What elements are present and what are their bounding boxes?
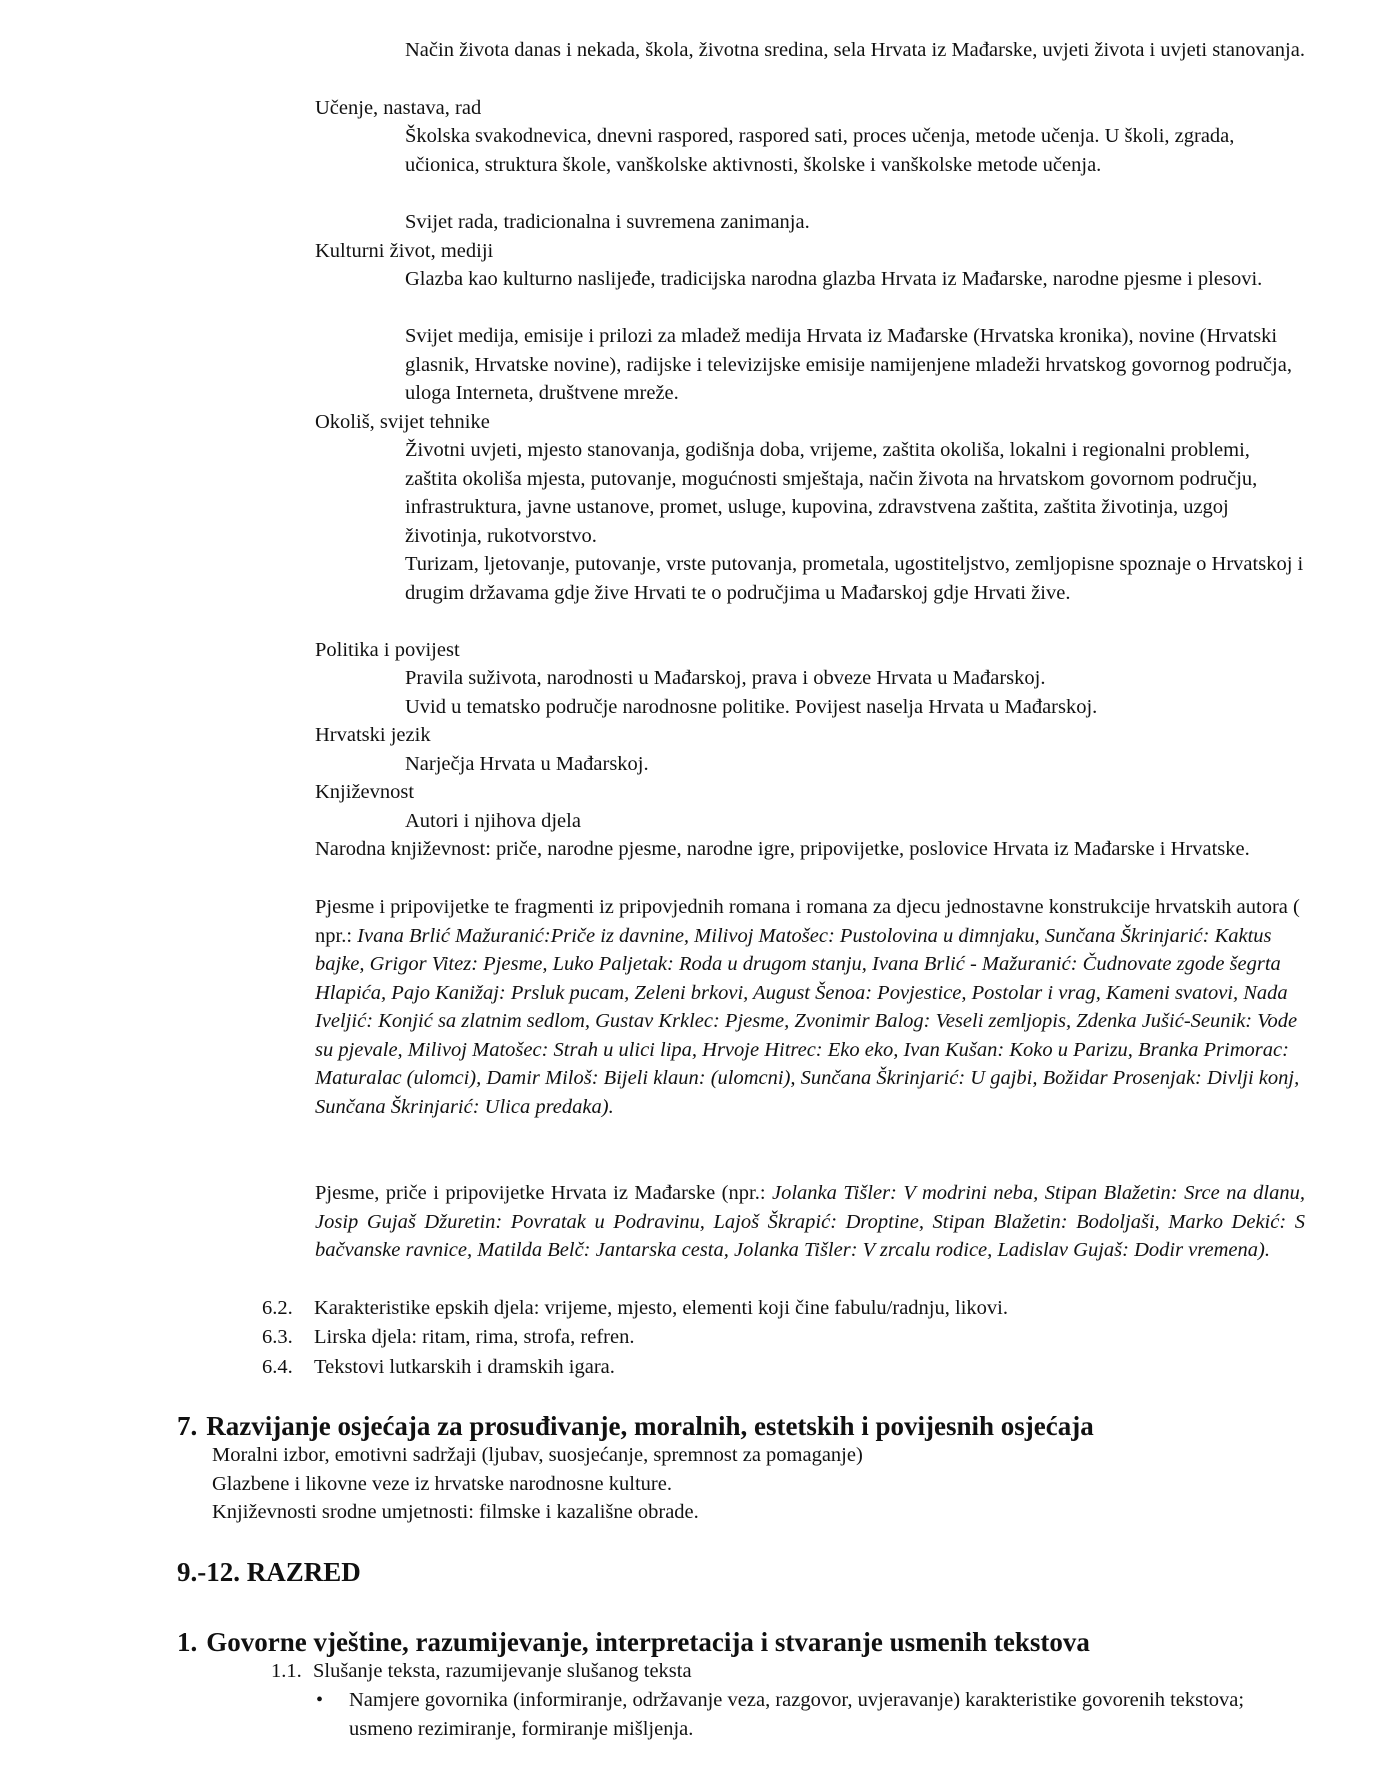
subsection-1-1 [271, 1657, 1271, 1686]
topic-detail-living-conditions: Životni uvjeti, mjesto stanovanja, godišnja doba, vrijeme, zaštita okoliša, lokalni i regionalni problemi, zaštita okoliša mjesta, putovanje, mogućnosti smještaja, način života na hrvatskom govornom području, infrastruktura, javne ustanove, promet, usluge, kupovina, zdravstvena zaštita, zaštita životinja, uzgoj životinja, rukotvorstvo. [405, 439, 1258, 547]
topic-detail-rules: Pravila suživota, narodnosti u Mađarskoj, prava i obveze Hrvata u Mađarskoj. [405, 667, 1046, 689]
topic-detail-living: Način života danas i nekada, škola, životna sredina, sela Hrvata iz Mađarske, uvjeti života i uvjeti stanovanja. [405, 39, 1305, 61]
item-text: Karakteristike epskih djela: vrijeme, mjesto, elementi koji čine fabulu/radnju, likovi. [314, 1297, 1008, 1319]
topic-detail-school: Školska svakodnevica, dnevni raspored, raspored sati, proces učenja, metode učenja. U školi, zgrada, učionica, struktura škole, vanškolske aktivnosti, školske i vanškolske metode učenja. [405, 125, 1235, 176]
item-number: 6.3. [262, 1326, 293, 1348]
item-text: Tekstovi lutkarskih i dramskih igara. [314, 1356, 615, 1378]
subsection-title: Slušanje teksta, razumijevanje slušanog teksta [313, 1660, 692, 1682]
topic-heading-language: Hrvatski jezik [315, 724, 431, 746]
topic-detail-tourism: Turizam, ljetovanje, putovanje, vrste putovanja, prometala, ugostiteljstvo, zemljopisne spoznaje o Hrvatskoj i drugim državama gdje žive Hrvati te o područjima u Mađarskoj gdje Hrvati žive. [405, 553, 1304, 604]
section-7-line-film: Književnosti srodne umjetnosti: filmske i kazališne obrade. [212, 1501, 699, 1523]
topic-detail-dialects: Narječja Hrvata u Mađarskoj. [405, 753, 649, 775]
item-number: 6.2. [262, 1297, 293, 1319]
topic-heading-culture: Kulturni život, mediji [315, 240, 494, 262]
item-number: 6.4. [262, 1356, 293, 1378]
section-7-line-music: Glazbene i likovne veze iz hrvatske narodnosne kulture. [212, 1473, 672, 1495]
topic-detail-media: Svijet medija, emisije i prilozi za mladež medija Hrvata iz Mađarske (Hrvatska kronika), novine (Hrvatski glasnik, Hrvatske novine), radijske i televizijske emisije namijenjene mladeži hrvatskog govornog područja, uloga Interneta, društvene mreže. [405, 325, 1292, 404]
section-title: Razvijanje osjećaja za prosuđivanje, moralnih, estetskih i povijesnih osjećaja [206, 1411, 1094, 1441]
section-title: Govorne vještine, razumijevanje, interpretacija i stvaranje usmenih tekstova [206, 1627, 1090, 1657]
topic-detail-policy: Uvid u tematsko područje narodnosne politike. Povijest naselja Hrvata u Mađarskoj. [405, 696, 1098, 718]
topic-heading-learning: Učenje, nastava, rad [315, 97, 482, 119]
hungarian-croats-works: Jolanka Tišler: V modrini neba, Stipan Blažetin: Srce na dlanu, Josip Gujaš Džuretin: Povratak u Podravinu, Lajoš Škrapić: Droptine, Stipan Blažetin: Bodoljaši, Marko Dekić: S bačvanske ravnice, Matilda Belč: Jantarska cesta, Jolanka Tišler: V zrcalu rodice, Ladislav Gujaš: Dodir vremena). [315, 1182, 1305, 1261]
section-number: 7. [177, 1411, 198, 1441]
topic-heading-politics: Politika i povijest [315, 639, 460, 661]
topic-detail-work: Svijet rada, tradicionalna i suvremena zanimanja. [405, 211, 810, 233]
item-text: Lirska djela: ritam, rima, strofa, refren. [314, 1326, 635, 1348]
item-6-2 [262, 1294, 1302, 1323]
folk-literature-paragraph: Narodna književnost: priče, narodne pjesme, narodne igre, pripovijetke, poslovice Hrvata iz Mađarske i Hrvatske. [315, 838, 1250, 860]
section-1-heading [177, 1626, 1357, 1658]
item-6-3 [262, 1323, 1302, 1352]
bullet-dot-icon: • [316, 1689, 324, 1711]
section-7-heading [177, 1410, 1357, 1442]
topic-heading-environment: Okoliš, svijet tehnike [315, 411, 490, 433]
grade-heading: 9.-12. RAZRED [177, 1557, 361, 1587]
croatian-authors-works: Ivana Brlić Mažuranić:Priče iz davnine, Milivoj Matošec: Pustolovina u dimnjaku, Sunčana Škrinjarić: Kaktus bajke, Grigor Vitez: Pjesme, Luko Paljetak: Roda u drugom stanju, Ivana Brlić - Mažuranić: Čudnovate zgode šegrta Hlapića, Pajo Kanižaj: Prsluk pucam, Zeleni brkovi, August Šenoa: Povjestice, Postolar i vrag, Kameni svatovi, Nada Iveljić: Konjić sa zlatnim sedlom, Gustav Krklec: Pjesme, Zvonimir Balog: Veseli zemljopis, Zdenka Jušić-Seunik: Vode su pjevale, Milivoj Matošec: Strah u ulici lipa, Hrvoje Hitrec: Eko eko, Ivan Kušan: Koko u Parizu, Branka Primorac: Maturalac (ulomci), Damir Miloš: Bijeli klaun: (ulomcni), Sunčana Škrinjarić: U gajbi, Božidar Prosenjak: Divlji konj, Sunčana Škrinjarić: Ulica predaka). [315, 924, 1300, 1118]
topic-detail-music: Glazba kao kulturno naslijeđe, tradicijska narodna glazba Hrvata iz Mađarske, narodne pjesme i plesovi. [405, 268, 1263, 290]
section-number: 1. [177, 1627, 198, 1657]
hungarian-croats-intro: Pjesme, priče i pripovijetke Hrvata iz Mađarske (npr.: [315, 1182, 772, 1204]
croatian-authors-paragraph [315, 893, 1305, 1121]
section-7-line-moral: Moralni izbor, emotivni sadržaji (ljubav, suosjećanje, spremnost za pomaganje) [212, 1444, 863, 1466]
item-6-4 [262, 1353, 1302, 1382]
bullet-item-speaker-intentions: Namjere govornika (informiranje, održavanje veza, razgovor, uvjeravanje) karakteristike govorenih tekstova; usmeno rezimiranje, formiranje mišljenja. [349, 1689, 1245, 1740]
topic-heading-literature: Književnost [315, 781, 415, 803]
hungarian-croats-paragraph [315, 1179, 1305, 1265]
croatian-authors-intro: Pjesme i pripovijetke te fragmenti iz pripovjednih romana i romana za djecu jednostavne konstrukcije hrvatskih autora ( npr.: [315, 896, 1300, 947]
topic-detail-authors: Autori i njihova djela [405, 810, 581, 832]
subsection-number: 1.1. [271, 1660, 302, 1682]
